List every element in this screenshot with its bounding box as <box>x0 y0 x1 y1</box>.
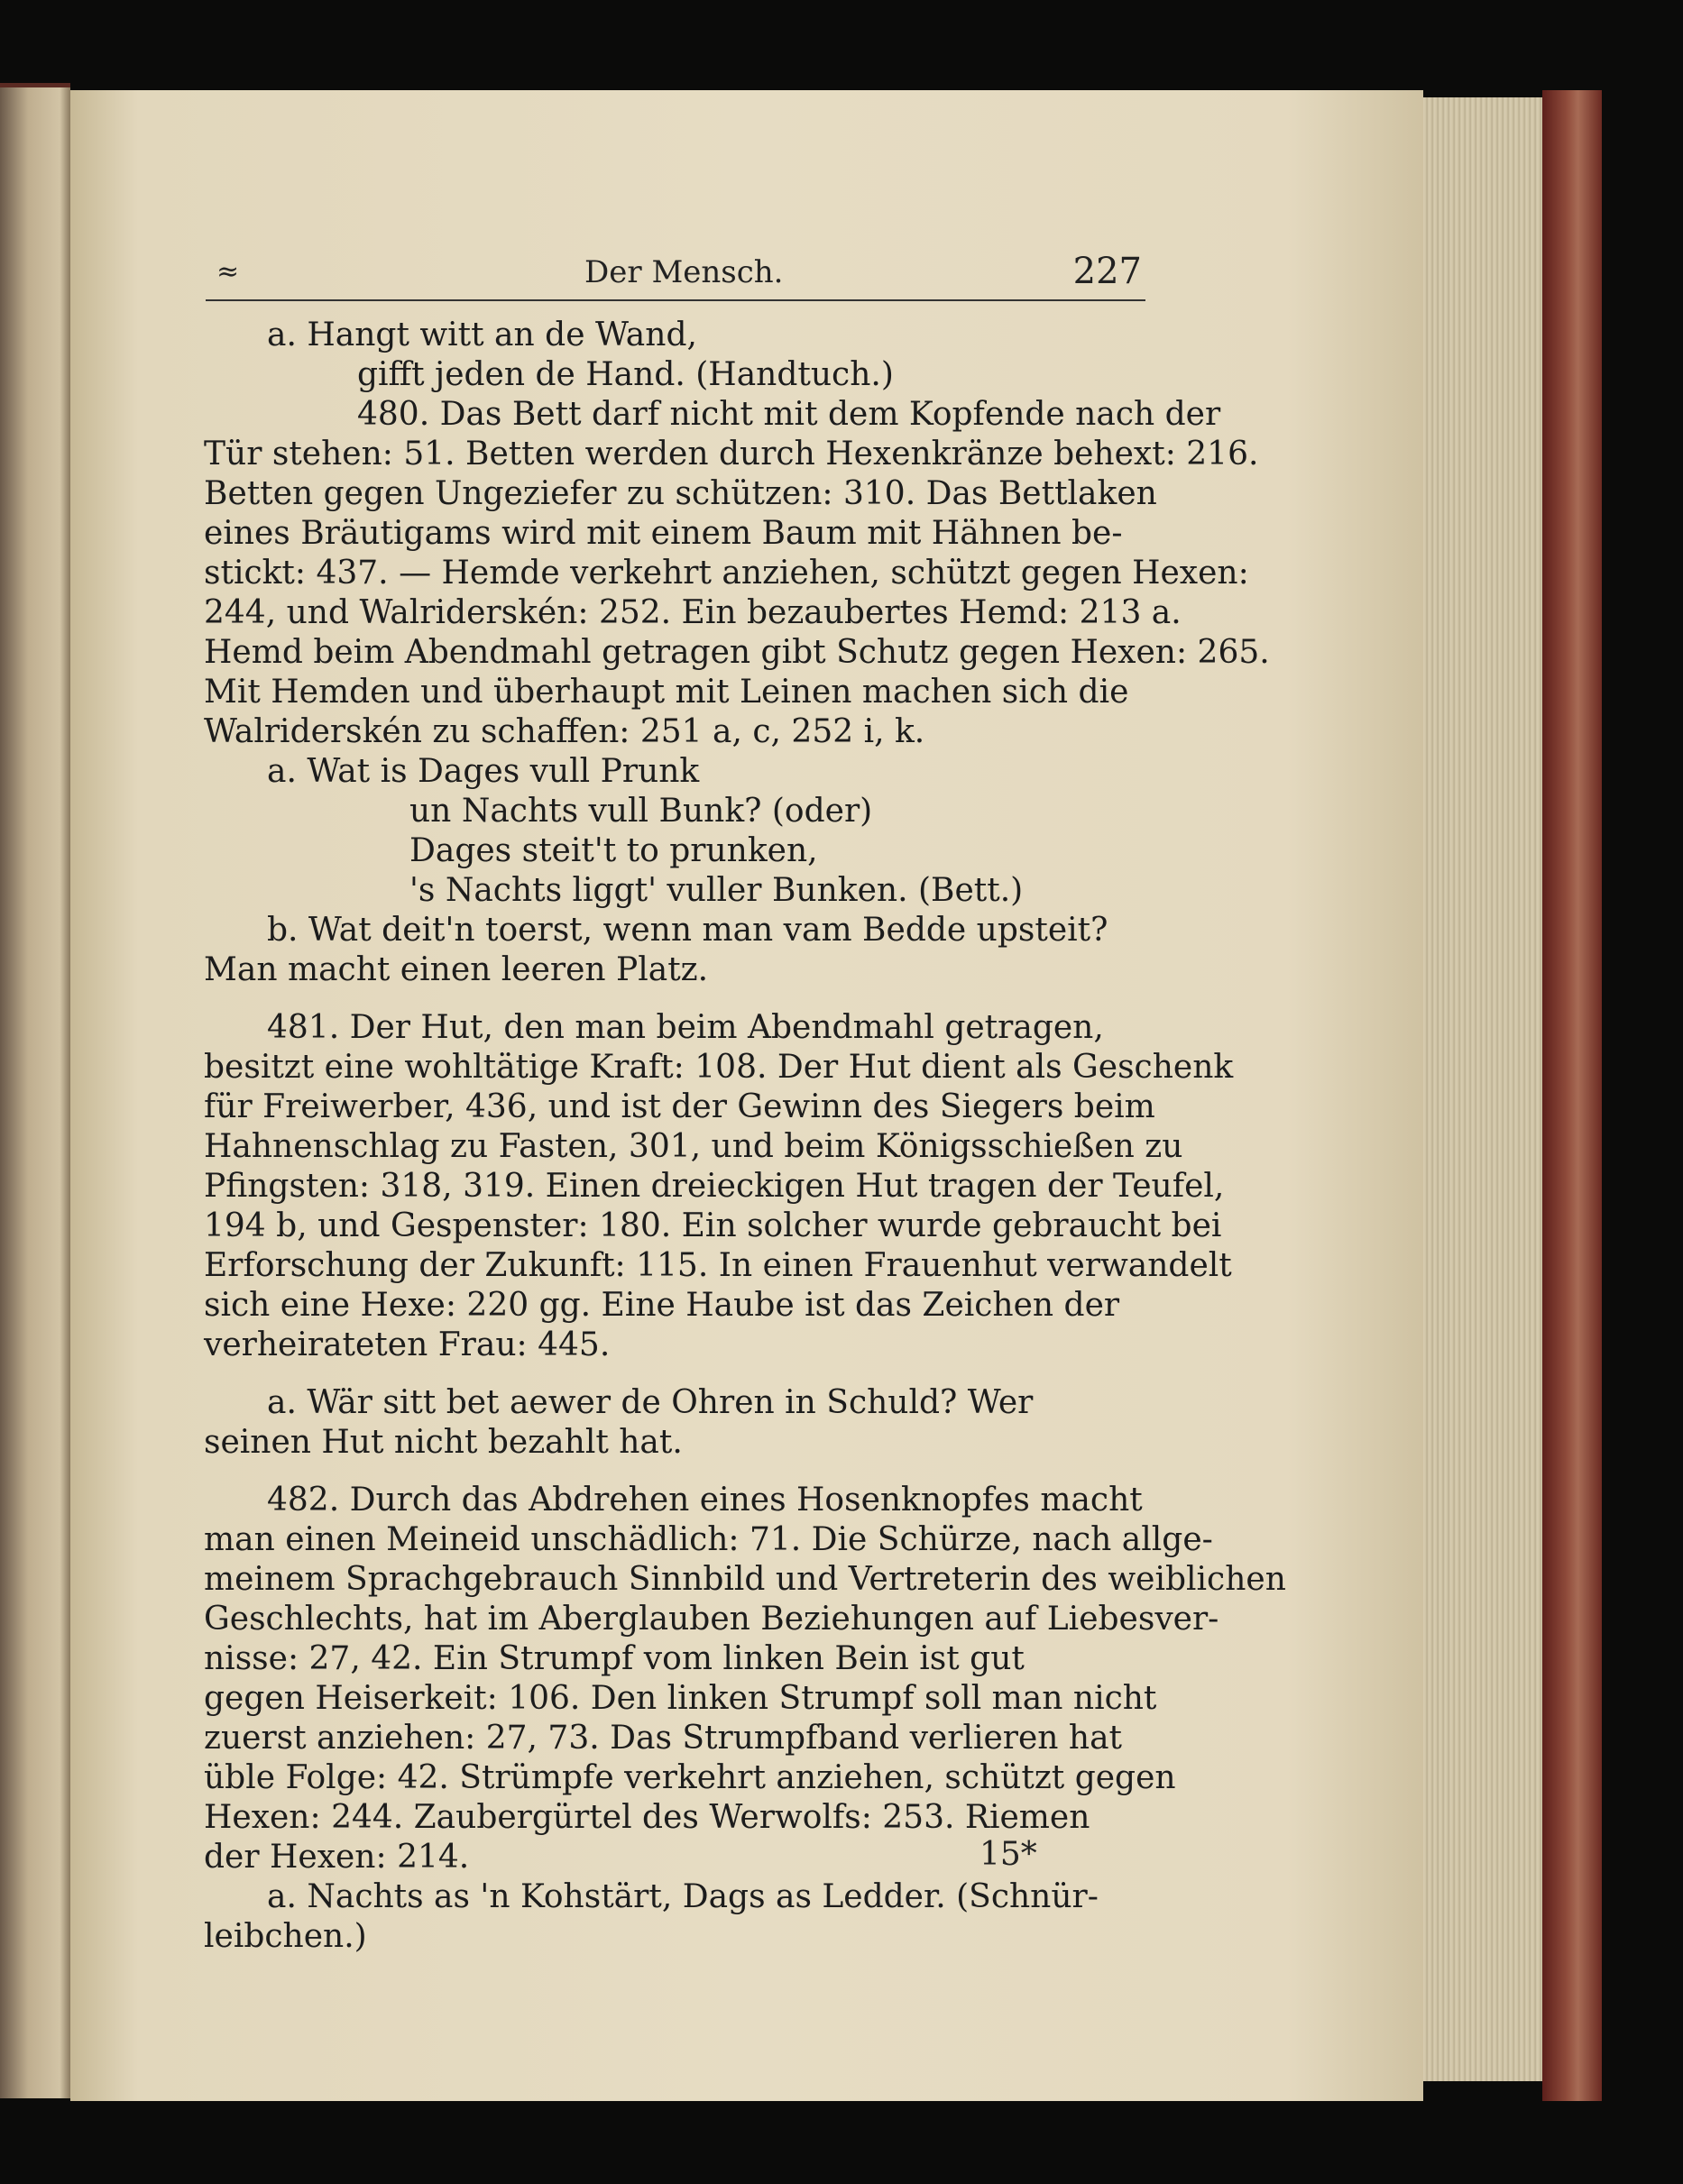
text-line: un Nachts vull Bunk? (oder) <box>409 793 873 830</box>
text-line: man einen Meineid unschädlich: 71. Die Schürze, nach allge- <box>204 1521 1213 1558</box>
text-line: gegen Heiserkeit: 106. Den linken Strumpf soll man nicht <box>204 1680 1157 1717</box>
body-text <box>204 316 1286 1957</box>
text-line: Tür stehen: 51. Betten werden durch Hexenkränze behext: 216. <box>204 436 1259 473</box>
text-line: Hahnenschlag zu Fasten, 301, und beim Königsschießen zu <box>204 1128 1183 1165</box>
paragraph-start: 480. Das Bett darf nicht mit dem Kopfende nach der <box>357 396 1221 433</box>
running-header <box>206 242 1145 301</box>
paragraph-start: 481. Der Hut, den man beim Abendmahl getragen, <box>267 1009 1104 1046</box>
text-line: der Hexen: 214. <box>204 1839 470 1876</box>
text-line: zuerst anziehen: 27, 73. Das Strumpfband verlieren hat <box>204 1720 1123 1757</box>
text-line: stickt: 437. — Hemde verkehrt anziehen, schützt gegen Hexen: <box>204 555 1249 592</box>
text-line: Mit Hemden und überhaupt mit Leinen machen sich die <box>204 674 1129 711</box>
running-title: Der Mensch. <box>584 254 784 290</box>
text-line: Geschlechts, hat im Aberglauben Beziehungen auf Liebesver- <box>204 1601 1219 1638</box>
text-line: Hemd beim Abendmahl getragen gibt Schutz gegen Hexen: 265. <box>204 634 1270 671</box>
text-line: a. Hangt witt an de Wand, <box>267 317 697 353</box>
text-line: seinen Hut nicht bezahlt hat. <box>204 1424 683 1461</box>
paragraph-start: 482. Durch das Abdrehen eines Hosenknopfes macht <box>267 1482 1143 1519</box>
text-line: besitzt eine wohltätige Kraft: 108. Der Hut dient als Geschenk <box>204 1049 1234 1086</box>
book-cover <box>1542 90 1602 2101</box>
text-line: nisse: 27, 42. Ein Strumpf vom linken Bein ist gut <box>204 1640 1025 1677</box>
text-line: 244, und Walriderskén: 252. Ein bezaubertes Hemd: 213 a. <box>204 594 1182 631</box>
text-line: 194 b, und Gespenster: 180. Ein solcher wurde gebraucht bei <box>204 1207 1222 1244</box>
text-line: sich eine Hexe: 220 gg. Eine Haube ist das Zeichen der <box>204 1287 1120 1324</box>
text-line: Man macht einen leeren Platz. <box>204 951 709 988</box>
text-line: eines Bräutigams wird mit einem Baum mit Hähnen be- <box>204 515 1123 552</box>
text-line: a. Wär sitt bet aewer de Ohren in Schuld? Wer <box>267 1384 1034 1421</box>
page-block-edges <box>1423 97 1542 2081</box>
left-page-edge <box>0 83 70 2098</box>
text-line: Pfingsten: 318, 319. Einen dreieckigen Hut tragen der Teufel, <box>204 1168 1225 1205</box>
text-line: Dages steit't to prunken, <box>409 832 818 869</box>
text-line: Erforschung der Zukunft: 115. In einen Frauenhut verwandelt <box>204 1247 1232 1284</box>
text-line: üble Folge: 42. Strümpfe verkehrt anziehen, schützt gegen <box>204 1759 1176 1796</box>
ornament-icon: ≈ <box>216 256 240 288</box>
text-line: leibchen.) <box>204 1918 367 1955</box>
text-line: Hexen: 244. Zaubergürtel des Werwolfs: 253. Riemen <box>204 1799 1090 1836</box>
text-line: a. Wat is Dages vull Prunk <box>267 753 700 790</box>
text-line: 's Nachts liggt' vuller Bunken. (Bett.) <box>409 872 1024 909</box>
text-line: für Freiwerber, 436, und ist der Gewinn des Siegers beim <box>204 1088 1155 1125</box>
text-line: meinem Sprachgebrauch Sinnbild und Vertreterin des weiblichen <box>204 1561 1286 1598</box>
text-line: b. Wat deit'n toerst, wenn man vam Bedde upsteit? <box>267 912 1108 949</box>
text-line: a. Nachts as 'n Kohstärt, Dags as Ledder. (Schnür- <box>267 1878 1099 1915</box>
signature-mark: 15* <box>979 1836 1037 1873</box>
text-line: gifft jeden de Hand. (Handtuch.) <box>357 356 894 393</box>
text-line: Walriderskén zu schaffen: 251 a, c, 252 i, k. <box>204 713 925 750</box>
page-number: 227 <box>1072 251 1142 292</box>
text-line: Betten gegen Ungeziefer zu schützen: 310. Das Bettlaken <box>204 475 1157 512</box>
text-line: verheirateten Frau: 445. <box>204 1326 611 1363</box>
